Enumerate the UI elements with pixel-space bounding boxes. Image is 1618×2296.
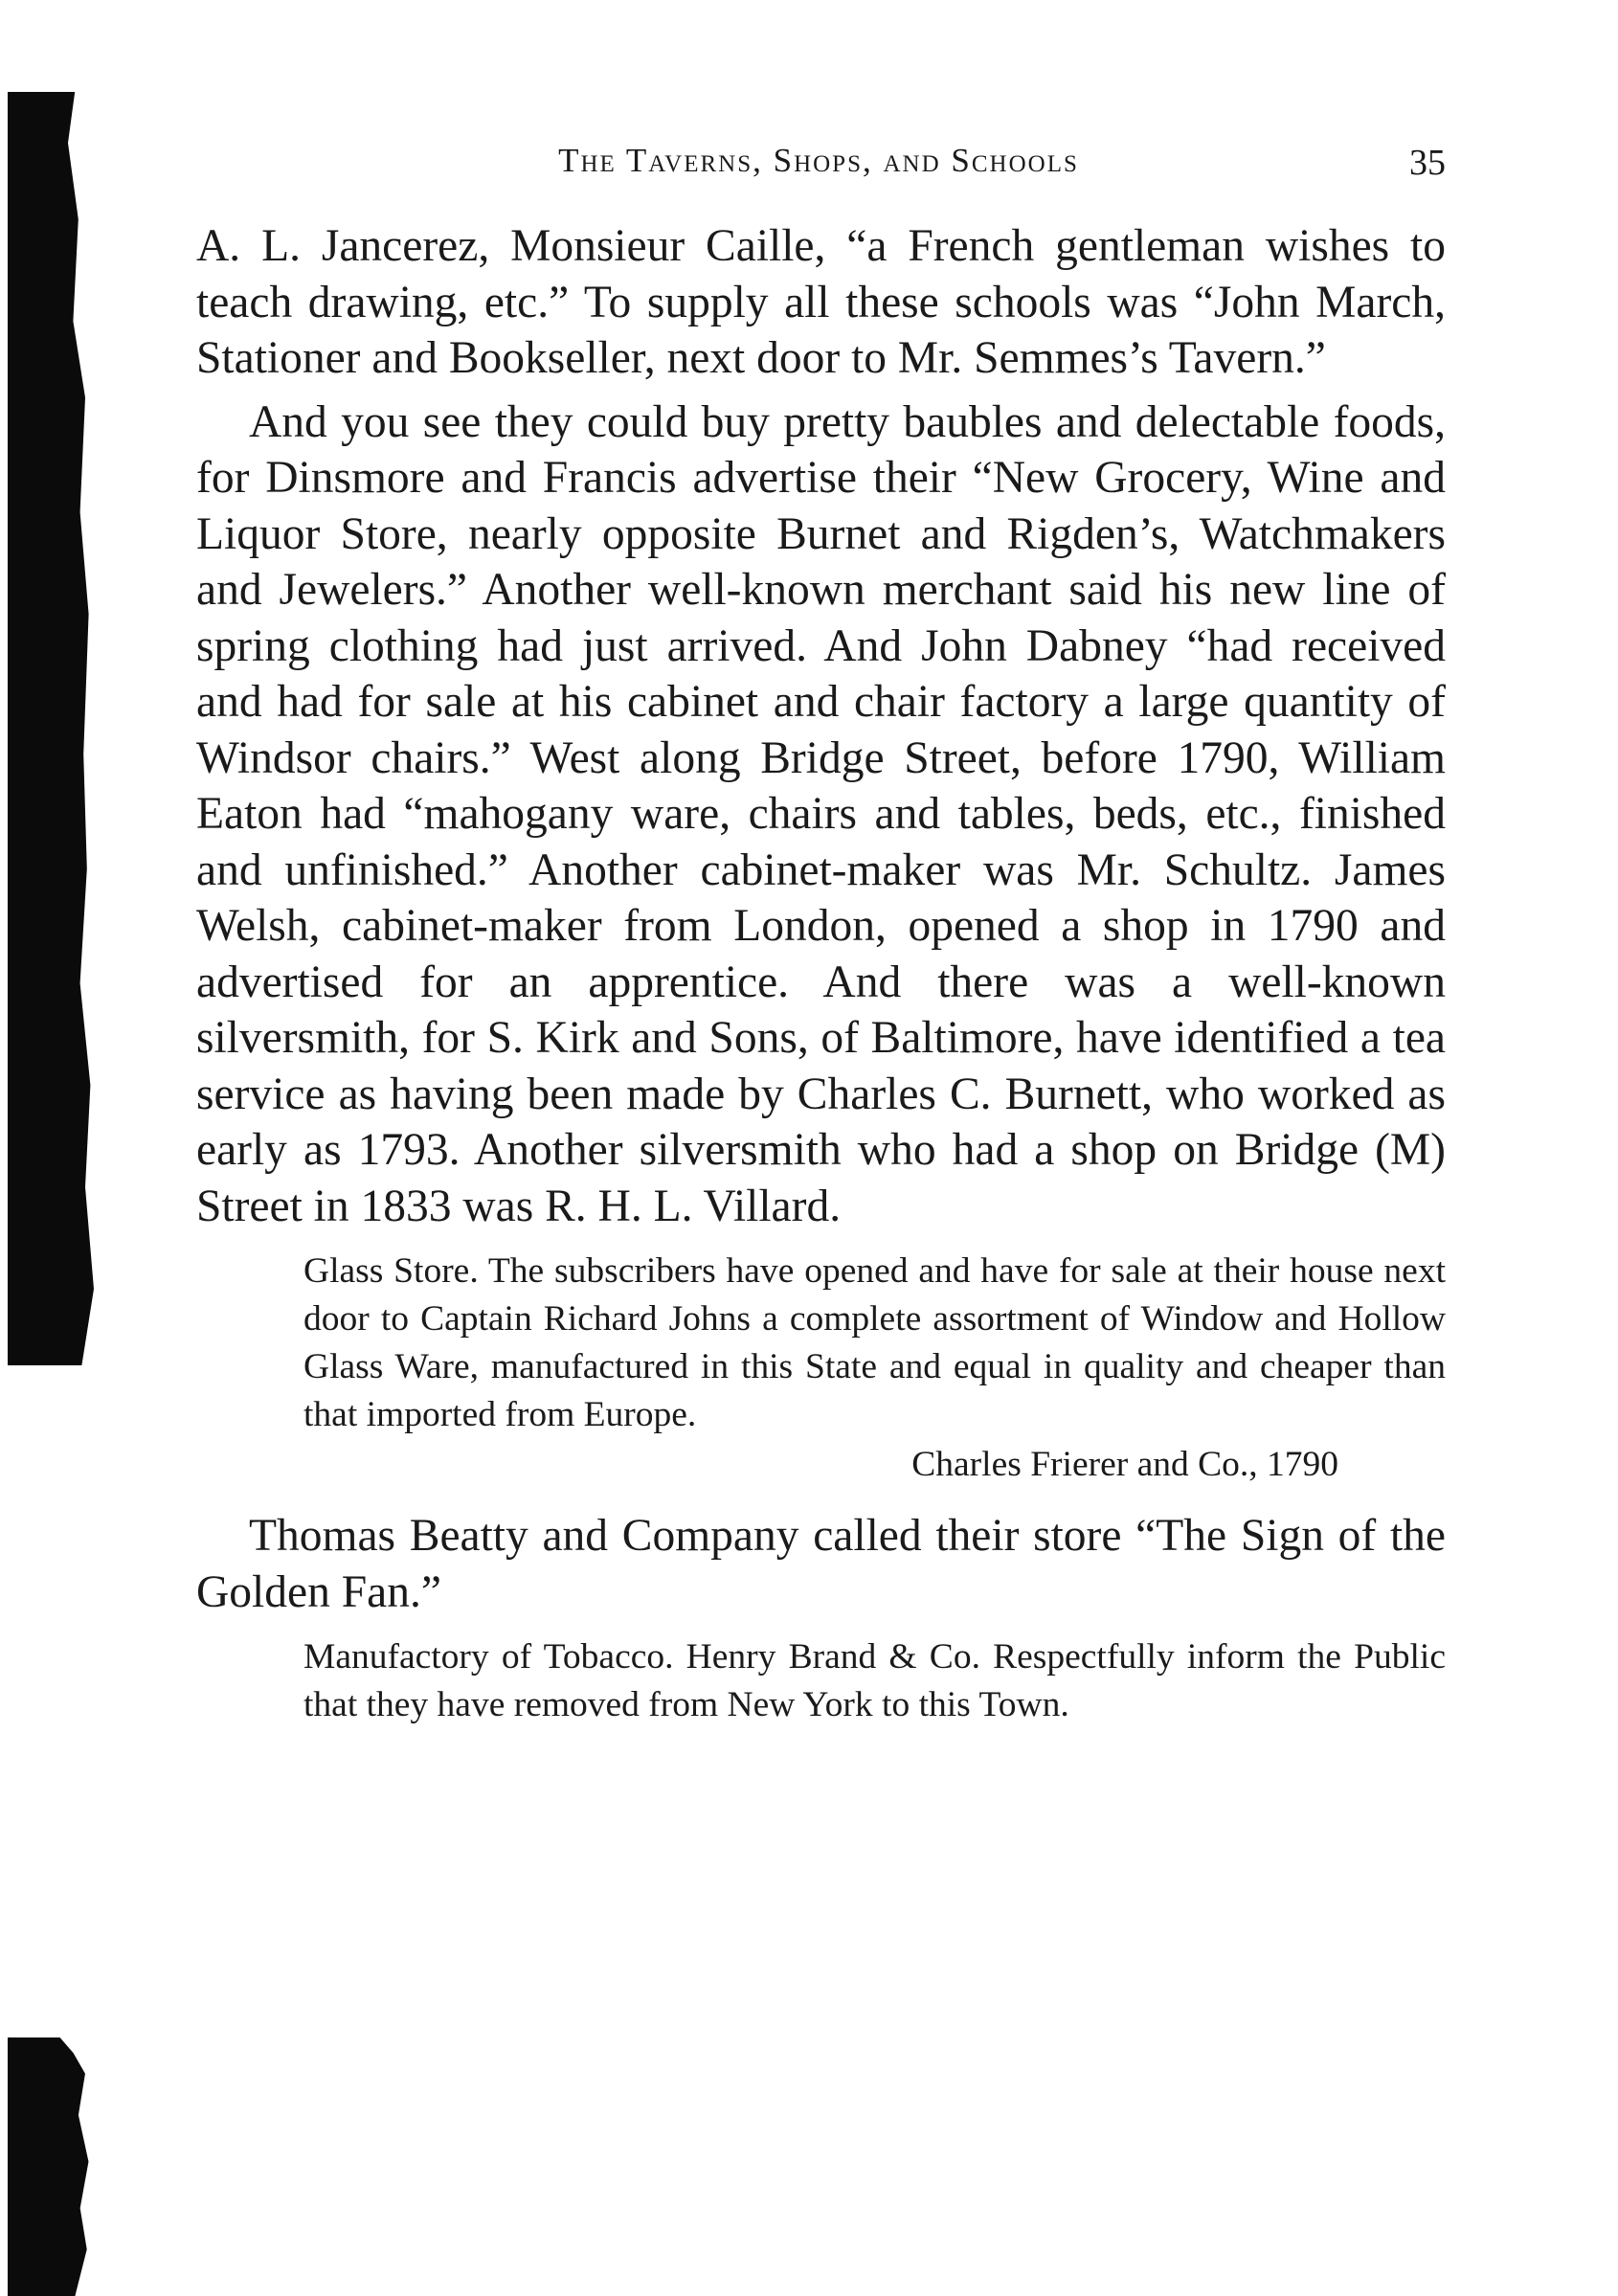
paragraph-continued: A. L. Jancerez, Monsieur Caille, “a French gentleman wishes to teach drawing, etc.” To supply all these schools was “John March, Stationer and Bookseller, next door to Mr. Semmes’s Tavern.” — [196, 221, 1446, 383]
paragraph-shops: And you see they could buy pretty baubles and delectable foods, for Dinsmore and Francis advertise their “New Grocery, Wine and Liquor Store, nearly opposite Burnet and Rigden’s, Watchmakers and Jewelers.” Another well-known merchant said his new line of spring clothing had just arrived. And John Dabney “had received and had for sale at his cabinet and chair factory a large quantity of Windsor chairs.” West along Bridge Street, before 1790, William Eaton had “mahogany ware, chairs and tables, beds, etc., finished and unfinished.” Another cabinet-maker was Mr. Schultz. James Welsh, cabinet-maker from London, opened a shop in 1790 and advertised for an apprentice. And there was a well-known silversmith, for S. Kirk and Sons, of Baltimore, have identified a tea service as having been made by Charles C. Burnett, who worked as early as 1793. Another silversmith who had a shop on Bridge (M) Street in 1833 was R. H. L. Villard. — [196, 396, 1446, 1231]
glass-store-text: Glass Store. The subscribers have opened and have for sale at their house next door to Captain Richard Johns a complete assortment of Window and Hollow Glass Ware, manufactured in this State and equal in quality and cheaper than that imported from Europe. — [303, 1251, 1446, 1434]
glass-store-advertisement — [256, 1248, 1446, 1491]
paragraph-golden-fan: Thomas Beatty and Company called their store “The Sign of the Golden Fan.” — [196, 1511, 1446, 1617]
tobacco-text: Manufactory of Tobacco. Henry Brand & Co. Respectfully inform the Public that they have removed from New York to this Town. — [303, 1637, 1446, 1724]
page-number: 35 — [1409, 143, 1446, 183]
page-body — [196, 218, 1446, 1729]
tobacco-advertisement — [256, 1633, 1446, 1729]
running-title: The Taverns, Shops, and Schools — [558, 142, 1079, 179]
scan-artifact-top — [8, 92, 94, 1365]
glass-store-signature: Charles Frierer and Co., 1790 — [911, 1445, 1338, 1484]
running-head — [191, 142, 1446, 190]
scan-artifact-bottom — [8, 2037, 92, 2296]
